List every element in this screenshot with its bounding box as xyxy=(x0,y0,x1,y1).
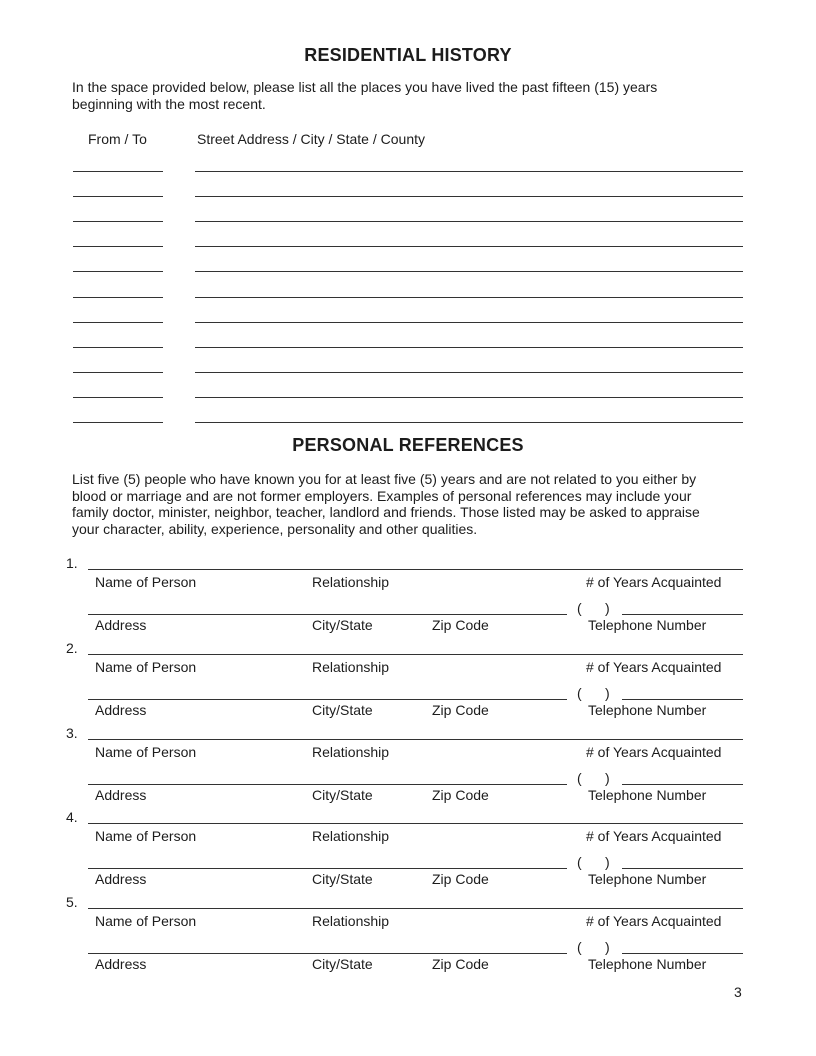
label-address: Address xyxy=(95,956,147,972)
label-address: Address xyxy=(95,786,147,803)
label-zip-code: Zip Code xyxy=(432,956,489,972)
residential-history-intro xyxy=(72,79,744,112)
residential-history-column-headers xyxy=(0,131,816,148)
address-city-zip-blank-field[interactable] xyxy=(88,766,567,785)
entry-number: 4. xyxy=(66,809,78,826)
street-address-blank-field[interactable] xyxy=(195,298,743,323)
residential-history-row xyxy=(0,247,816,272)
label-name-of-person: Name of Person xyxy=(95,574,197,590)
label-telephone-number: Telephone Number xyxy=(588,871,707,888)
name-relationship-years-blank-field[interactable] xyxy=(88,722,743,740)
label-address: Address xyxy=(95,701,147,718)
residential-history-row xyxy=(0,172,816,197)
reference-entry-5 xyxy=(66,891,743,976)
label-telephone-number: Telephone Number xyxy=(588,786,707,803)
from-to-blank-field[interactable] xyxy=(73,172,163,197)
entry-number: 3. xyxy=(66,724,78,741)
label-city-state: City/State xyxy=(312,786,373,803)
street-address-blank-field[interactable] xyxy=(195,323,743,348)
name-relationship-years-blank-field[interactable] xyxy=(88,806,743,824)
residential-history-row xyxy=(0,197,816,222)
telephone-blank-field[interactable] xyxy=(622,596,743,615)
label-city-state: City/State xyxy=(312,701,373,718)
from-to-blank-field[interactable] xyxy=(73,298,163,323)
label-city-state: City/State xyxy=(312,871,373,888)
from-to-blank-field[interactable] xyxy=(73,348,163,373)
entry-number: 5. xyxy=(66,894,78,910)
label-relationship: Relationship xyxy=(312,574,390,590)
label-name-of-person: Name of Person xyxy=(95,743,197,760)
label-zip-code: Zip Code xyxy=(432,617,489,633)
residential-history-row xyxy=(0,323,816,348)
area-code-parentheses: ( ) xyxy=(577,854,610,871)
street-address-blank-field[interactable] xyxy=(195,348,743,373)
reference-entry-1 xyxy=(66,552,743,637)
reference-entry-3 xyxy=(66,722,743,807)
label-city-state: City/State xyxy=(312,617,373,633)
street-address-blank-field[interactable] xyxy=(195,172,743,197)
residential-history-row xyxy=(0,348,816,373)
from-to-blank-field[interactable] xyxy=(73,222,163,247)
from-to-blank-field[interactable] xyxy=(73,323,163,348)
from-to-blank-field[interactable] xyxy=(73,247,163,272)
label-relationship: Relationship xyxy=(312,658,390,675)
personal-references-list xyxy=(66,552,743,976)
personal-references-intro xyxy=(72,471,744,537)
reference-entry-4 xyxy=(66,806,743,891)
area-code-parentheses: ( ) xyxy=(577,684,610,701)
label-telephone-number: Telephone Number xyxy=(588,701,707,718)
entry-number: 2. xyxy=(66,639,78,656)
label-telephone-number: Telephone Number xyxy=(588,617,707,633)
residential-history-row xyxy=(0,398,816,423)
street-address-blank-field[interactable] xyxy=(195,247,743,272)
telephone-blank-field[interactable] xyxy=(622,850,743,869)
label-zip-code: Zip Code xyxy=(432,786,489,803)
column-header-street-address: Street Address / City / State / County xyxy=(197,131,425,147)
street-address-blank-field[interactable] xyxy=(195,272,743,297)
from-to-blank-field[interactable] xyxy=(73,373,163,398)
area-code-parentheses: ( ) xyxy=(577,600,610,616)
label-address: Address xyxy=(95,871,147,888)
intro-line: blood or marriage and are not former employers. Examples of personal references may include your xyxy=(72,487,692,504)
label-years-acquainted: # of Years Acquainted xyxy=(586,658,722,675)
street-address-blank-field[interactable] xyxy=(195,147,743,172)
area-code-parentheses: ( ) xyxy=(577,769,610,786)
telephone-blank-field[interactable] xyxy=(622,935,743,954)
name-relationship-years-blank-field[interactable] xyxy=(88,891,743,909)
intro-line: family doctor, minister, neighbor, teacher, landlord and friends. Those listed may be asked to appraise xyxy=(72,504,700,520)
residential-history-row xyxy=(0,373,816,398)
intro-line: In the space provided below, please list all the places you have lived the past fifteen (15) years xyxy=(72,79,658,95)
telephone-blank-field[interactable] xyxy=(622,681,743,700)
address-city-zip-blank-field[interactable] xyxy=(88,850,567,869)
label-zip-code: Zip Code xyxy=(432,701,489,718)
from-to-blank-field[interactable] xyxy=(73,398,163,423)
label-relationship: Relationship xyxy=(312,743,390,760)
intro-line: beginning with the most recent. xyxy=(72,95,266,112)
area-code-parentheses: ( ) xyxy=(577,939,610,955)
residential-history-row xyxy=(0,298,816,323)
street-address-blank-field[interactable] xyxy=(195,197,743,222)
label-years-acquainted: # of Years Acquainted xyxy=(586,913,722,929)
label-relationship: Relationship xyxy=(312,828,390,845)
telephone-blank-field[interactable] xyxy=(622,766,743,785)
label-name-of-person: Name of Person xyxy=(95,828,197,845)
name-relationship-years-blank-field[interactable] xyxy=(88,552,743,570)
from-to-blank-field[interactable] xyxy=(73,197,163,222)
label-years-acquainted: # of Years Acquainted xyxy=(586,743,722,760)
address-city-zip-blank-field[interactable] xyxy=(88,596,567,615)
page-number: 3 xyxy=(734,984,742,1000)
label-name-of-person: Name of Person xyxy=(95,913,197,929)
reference-entry-2 xyxy=(66,637,743,722)
label-zip-code: Zip Code xyxy=(432,871,489,888)
entry-number: 1. xyxy=(66,555,78,571)
personal-references-title: PERSONAL REFERENCES xyxy=(292,435,524,455)
label-city-state: City/State xyxy=(312,956,373,972)
column-header-from-to: From / To xyxy=(88,131,147,147)
address-city-zip-blank-field[interactable] xyxy=(88,681,567,700)
address-city-zip-blank-field[interactable] xyxy=(88,935,567,954)
label-relationship: Relationship xyxy=(312,913,390,929)
label-years-acquainted: # of Years Acquainted xyxy=(586,828,722,845)
street-address-blank-field[interactable] xyxy=(195,398,743,423)
street-address-blank-field[interactable] xyxy=(195,222,743,247)
from-to-blank-field[interactable] xyxy=(73,147,163,172)
label-telephone-number: Telephone Number xyxy=(588,956,707,972)
intro-line: List five (5) people who have known you for at least five (5) years and are not related to you either by xyxy=(72,471,697,487)
label-address: Address xyxy=(95,617,147,633)
intro-line: your character, ability, experience, personality and other qualities. xyxy=(72,520,478,537)
residential-history-row xyxy=(0,222,816,247)
from-to-blank-field[interactable] xyxy=(73,272,163,297)
residential-history-table xyxy=(0,147,816,423)
label-name-of-person: Name of Person xyxy=(95,658,197,675)
name-relationship-years-blank-field[interactable] xyxy=(88,637,743,655)
label-years-acquainted: # of Years Acquainted xyxy=(586,574,722,590)
residential-history-title: RESIDENTIAL HISTORY xyxy=(304,45,512,65)
street-address-blank-field[interactable] xyxy=(195,373,743,398)
residential-history-row xyxy=(0,272,816,297)
residential-history-row xyxy=(0,147,816,172)
